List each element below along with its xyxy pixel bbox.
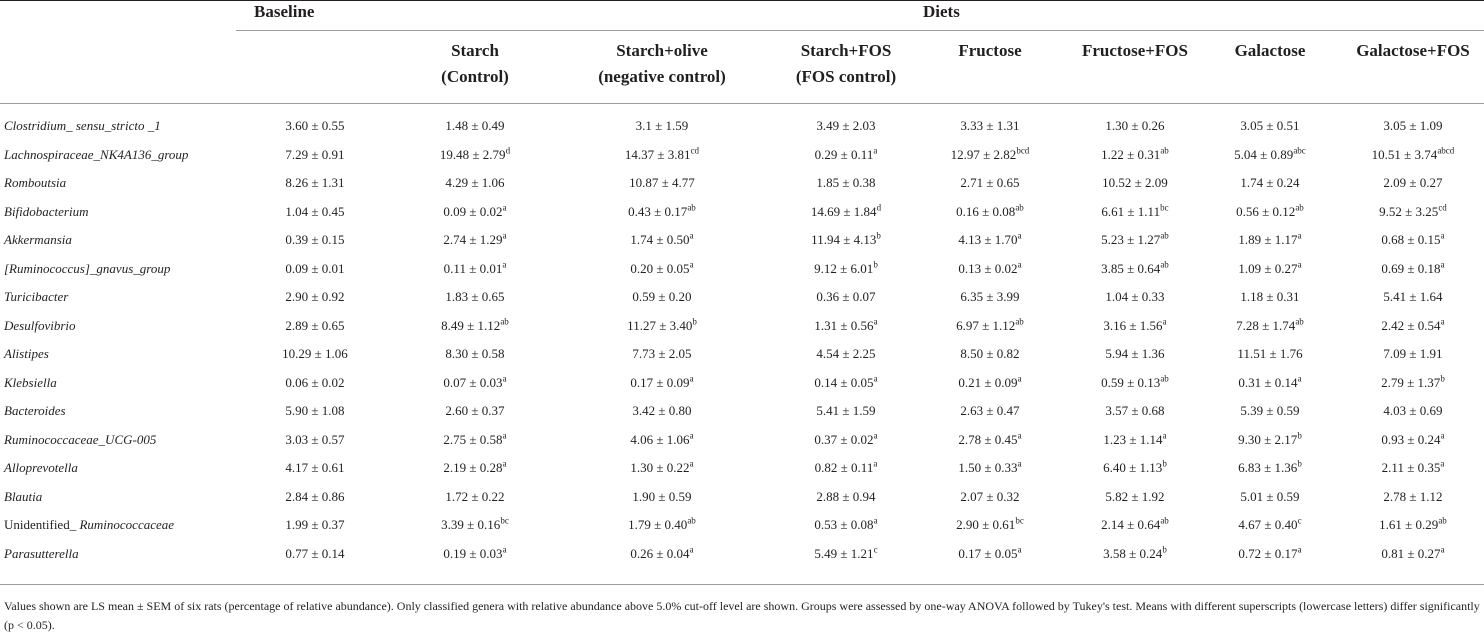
significance-superscript: a bbox=[1440, 316, 1445, 327]
value-cell: $10.51 \pm 3.74^{abcd}$ bbox=[1371, 145, 1455, 162]
genus-label: Alistipes bbox=[4, 346, 49, 361]
value-cell: 2.88 ± 0.94 bbox=[816, 488, 876, 504]
table-row bbox=[0, 175, 1484, 204]
significance-superscript: a bbox=[1440, 458, 1445, 469]
significance-superscript: ab bbox=[1438, 515, 1447, 526]
header-bottom-rule bbox=[0, 103, 1484, 104]
value-cell: 5.04 ± 0.89$^{abc}$ bbox=[1234, 145, 1306, 162]
value-cell: 0.59 ± 0.20 bbox=[632, 289, 692, 304]
value-cell: 1.09 ± 0.27$^a$ bbox=[1238, 259, 1302, 276]
value-cell: 7.73 ± 2.05 bbox=[632, 346, 692, 361]
value-cell: 11.27 ± 3.40$^b$ bbox=[627, 316, 697, 333]
table-bottom-rule bbox=[0, 584, 1484, 585]
significance-superscript: a bbox=[1440, 430, 1445, 441]
significance-superscript: b bbox=[1440, 373, 1445, 384]
column-header-line1: Starch+FOS bbox=[800, 41, 892, 60]
value-cell: 0.21 ± 0.09$^a$ bbox=[958, 373, 1022, 390]
value-cell: 5.41 ± 1.59 bbox=[816, 403, 876, 418]
value-cell: 1.79 ± 0.40$^{ab}$ bbox=[628, 515, 696, 532]
significance-superscript: ab bbox=[500, 316, 509, 327]
genus-label: Desulfovibrio bbox=[4, 317, 76, 333]
value-cell: 0.17 ± 0.09$^a$ bbox=[630, 373, 694, 390]
value-cell: 0.77 ± 0.14 bbox=[285, 545, 345, 561]
genus-label: Alloprevotella bbox=[4, 460, 78, 475]
genus-label: Unidentified_ Ruminococcaceae bbox=[4, 517, 175, 532]
value-cell: 0.37 ± 0.02$^a$ bbox=[814, 430, 878, 447]
value-cell: 2.89 ± 0.65 bbox=[285, 317, 345, 333]
value-cell: 1.22 ± 0.31$^{ab}$ bbox=[1101, 145, 1169, 162]
significance-superscript: a bbox=[689, 230, 694, 241]
value-cell: 2.19 ± 0.28$^a$ bbox=[443, 458, 507, 475]
genus-label: Ruminococcaceae_UCG-005 bbox=[4, 431, 157, 447]
value-cell: 7.28 ± 1.74$^{ab}$ bbox=[1236, 316, 1304, 333]
table-row bbox=[0, 232, 1484, 261]
column-header-line1: Fructose bbox=[958, 41, 1022, 60]
value-cell: 5.90 ± 1.08 bbox=[285, 403, 345, 418]
significance-superscript: c bbox=[873, 544, 878, 555]
significance-superscript: a bbox=[689, 458, 694, 469]
genus-label: Romboutsia bbox=[4, 175, 67, 190]
value-cell: 3.16 ± 1.56$^a$ bbox=[1103, 316, 1167, 333]
significance-superscript: ab bbox=[1295, 202, 1304, 213]
value-cell: 1.23 ± 1.14$^a$ bbox=[1103, 430, 1167, 447]
significance-superscript: a bbox=[1440, 544, 1445, 555]
significance-superscript: abc bbox=[1293, 145, 1306, 156]
column-header-line2: (negative control) bbox=[598, 67, 726, 86]
value-cell: 4.03 ± 0.69 bbox=[1383, 403, 1443, 418]
value-cell: 0.11 ± 0.01$^a$ bbox=[443, 259, 507, 276]
value-cell: 2.63 ± 0.47 bbox=[960, 403, 1020, 418]
genus-label: Blautia bbox=[4, 488, 43, 504]
table-body bbox=[0, 118, 1484, 574]
value-cell: 2.14 ± 0.64$^{ab}$ bbox=[1101, 515, 1169, 532]
significance-superscript: ab bbox=[1160, 515, 1169, 526]
value-cell: 7.29 ± 0.91 bbox=[285, 146, 345, 162]
column-header-line1: Starch+olive bbox=[616, 41, 708, 60]
significance-superscript: bc bbox=[1160, 202, 1169, 213]
significance-superscript: bc bbox=[1015, 515, 1024, 526]
value-cell: 1.30 ± 0.26 bbox=[1105, 118, 1165, 133]
significance-superscript: ab bbox=[1295, 316, 1304, 327]
value-cell: 3.33 ± 1.31 bbox=[960, 118, 1020, 133]
table-row bbox=[0, 118, 1484, 147]
value-cell: 6.40 ± 1.13$^b$ bbox=[1103, 458, 1167, 475]
significance-superscript: a bbox=[689, 373, 694, 384]
value-cell: 9.30 ± 2.17$^b$ bbox=[1238, 430, 1302, 447]
value-cell: 8.30 ± 0.58 bbox=[445, 346, 505, 361]
value-cell: 2.78 ± 1.12 bbox=[1383, 488, 1443, 504]
significance-superscript: a bbox=[1440, 259, 1445, 270]
column-header-line2: (Control) bbox=[441, 67, 509, 86]
value-cell: 4.13 ± 1.70$^a$ bbox=[958, 230, 1022, 247]
value-cell: 1.74 ± 0.24 bbox=[1240, 175, 1300, 190]
significance-superscript: a bbox=[502, 373, 507, 384]
value-cell: 1.30 ± 0.22$^a$ bbox=[630, 458, 694, 475]
genus-label: Akkermansia bbox=[4, 232, 72, 247]
table-row bbox=[0, 517, 1484, 546]
value-cell: 0.72 ± 0.17$^a$ bbox=[1238, 544, 1302, 561]
significance-superscript: bc bbox=[500, 515, 509, 526]
table-row bbox=[0, 204, 1484, 233]
value-cell: 5.01 ± 0.59 bbox=[1240, 488, 1300, 504]
value-cell: 1.61 ± 0.29$^{ab}$ bbox=[1379, 515, 1447, 532]
value-cell: 0.53 ± 0.08$^a$ bbox=[814, 515, 878, 532]
significance-superscript: a bbox=[502, 202, 507, 213]
value-cell: 1.90 ± 0.59 bbox=[632, 488, 692, 504]
table-row bbox=[0, 147, 1484, 176]
value-cell: 0.20 ± 0.05$^a$ bbox=[630, 259, 694, 276]
significance-superscript: ab bbox=[1160, 259, 1169, 270]
value-cell: 0.29 ± 0.11$^a$ bbox=[814, 145, 878, 162]
value-cell: 2.09 ± 0.27 bbox=[1383, 175, 1443, 190]
value-cell: 3.42 ± 0.80 bbox=[632, 403, 692, 418]
value-cell: 12.97 ± 2.82$^{bcd}$ bbox=[950, 145, 1030, 162]
baseline-header: Baseline bbox=[254, 2, 315, 21]
column-header-line1: Fructose+FOS bbox=[1081, 41, 1188, 60]
significance-superscript: a bbox=[1017, 544, 1022, 555]
value-cell: 2.71 ± 0.65 bbox=[960, 175, 1020, 190]
value-cell: 0.69 ± 0.18$^a$ bbox=[1381, 259, 1445, 276]
value-cell: 6.35 ± 3.99 bbox=[960, 289, 1020, 304]
table-row bbox=[0, 375, 1484, 404]
value-cell: 5.49 ± 1.21$^c$ bbox=[814, 544, 878, 561]
value-cell: 0.26 ± 0.04$^a$ bbox=[630, 544, 694, 561]
value-cell: 2.74 ± 1.29$^a$ bbox=[443, 230, 507, 247]
value-cell: 0.06 ± 0.02 bbox=[285, 374, 345, 390]
top-rule bbox=[0, 0, 1484, 1]
value-cell: 2.75 ± 0.58$^a$ bbox=[443, 430, 507, 447]
significance-superscript: b bbox=[1297, 430, 1302, 441]
significance-superscript: bcd bbox=[1016, 145, 1030, 156]
diets-header: Diets bbox=[923, 2, 960, 21]
value-cell: 9.12 ± 6.01$^b$ bbox=[814, 259, 878, 276]
value-cell: 3.57 ± 0.68 bbox=[1105, 403, 1165, 418]
significance-superscript: a bbox=[689, 544, 694, 555]
value-cell: 2.90 ± 0.92 bbox=[285, 289, 345, 304]
value-cell: 7.09 ± 1.91 bbox=[1383, 346, 1443, 361]
value-cell: 6.83 ± 1.36$^b$ bbox=[1238, 458, 1302, 475]
value-cell: 0.07 ± 0.03$^a$ bbox=[443, 373, 507, 390]
value-cell: 10.87 ± 4.77 bbox=[629, 175, 695, 190]
significance-superscript: c bbox=[1297, 515, 1302, 526]
value-cell: 3.05 ± 0.51 bbox=[1240, 118, 1300, 133]
value-cell: 6.61 ± 1.11$^{bc}$ bbox=[1101, 202, 1169, 219]
genus-label: Bacteroides bbox=[4, 403, 66, 418]
significance-superscript: a bbox=[689, 430, 694, 441]
significance-superscript: b bbox=[873, 259, 878, 270]
significance-superscript: a bbox=[1017, 430, 1022, 441]
value-cell: 2.60 ± 0.37 bbox=[445, 403, 505, 418]
value-cell: 14.37 ± 3.81$^{cd}$ bbox=[624, 145, 700, 162]
table-row bbox=[0, 432, 1484, 461]
value-cell: 0.68 ± 0.15$^a$ bbox=[1381, 230, 1445, 247]
value-cell: 10.29 ± 1.06 bbox=[282, 346, 348, 361]
significance-superscript: ab bbox=[1160, 145, 1169, 156]
value-cell: 0.17 ± 0.05$^a$ bbox=[958, 544, 1022, 561]
value-cell: 3.60 ± 0.55 bbox=[285, 118, 345, 133]
table-row bbox=[0, 460, 1484, 489]
significance-superscript: a bbox=[1297, 373, 1302, 384]
significance-superscript: a bbox=[502, 458, 507, 469]
significance-superscript: a bbox=[502, 430, 507, 441]
value-cell: 3.49 ± 2.03 bbox=[816, 118, 876, 133]
genus-label: Clostridium_ sensu_stricto _1 bbox=[4, 118, 161, 133]
table-row bbox=[0, 261, 1484, 290]
value-cell: 1.31 ± 0.56$^a$ bbox=[814, 316, 878, 333]
value-cell: 0.16 ± 0.08$^{ab}$ bbox=[956, 202, 1024, 219]
value-cell: 8.49 ± 1.12$^{ab}$ bbox=[441, 316, 509, 333]
column-header-line1: Galactose bbox=[1234, 41, 1306, 60]
significance-superscript: b bbox=[1297, 458, 1302, 469]
value-cell: 0.81 ± 0.27$^a$ bbox=[1381, 544, 1445, 561]
significance-superscript: a bbox=[502, 230, 507, 241]
value-cell: 1.50 ± 0.33$^a$ bbox=[958, 458, 1022, 475]
genus-label: Parasutterella bbox=[4, 545, 79, 561]
value-cell: 0.59 ± 0.13$^{ab}$ bbox=[1101, 373, 1169, 390]
significance-superscript: a bbox=[1297, 230, 1302, 241]
value-cell: 1.72 ± 0.22 bbox=[445, 488, 505, 504]
column-header-2 bbox=[567, 38, 757, 90]
genus-label: Turicibacter bbox=[4, 289, 69, 304]
significance-superscript: a bbox=[1297, 544, 1302, 555]
significance-superscript: a bbox=[502, 544, 507, 555]
value-cell: 5.94 ± 1.36 bbox=[1105, 346, 1165, 361]
value-cell: 0.56 ± 0.12$^{ab}$ bbox=[1236, 202, 1304, 219]
value-cell: 2.07 ± 0.32 bbox=[960, 488, 1020, 504]
value-cell: 11.51 ± 1.76 bbox=[1237, 346, 1303, 361]
value-cell: 8.50 ± 0.82 bbox=[960, 346, 1020, 361]
value-cell: 1.04 ± 0.33 bbox=[1105, 289, 1165, 304]
value-cell: 3.05 ± 1.09 bbox=[1383, 118, 1443, 133]
significance-superscript: ab bbox=[687, 515, 696, 526]
genus-label: Bifidobacterium bbox=[4, 203, 89, 219]
significance-superscript: a bbox=[1017, 230, 1022, 241]
value-cell: 0.09 ± 0.01 bbox=[285, 260, 345, 276]
significance-superscript: a bbox=[689, 259, 694, 270]
table-footnote: Values shown are LS mean ± SEM of six rats (percentage of relative abundance). Only classified genera with relative abundance above 5.0% cut-off level are shown. Groups were assessed by one-way ANOVA followed by Tukey's test. Means with different superscripts (lowercase letters) differ significantly (p < 0.05). bbox=[4, 599, 1480, 632]
significance-superscript: cd bbox=[1438, 202, 1447, 213]
significance-superscript: a bbox=[873, 316, 878, 327]
value-cell: 0.09 ± 0.02$^a$ bbox=[443, 202, 507, 219]
value-cell: 5.82 ± 1.92 bbox=[1105, 488, 1165, 504]
value-cell: 6.97 ± 1.12$^{ab}$ bbox=[956, 316, 1024, 333]
significance-superscript: ab bbox=[1015, 202, 1024, 213]
value-cell: 4.06 ± 1.06$^a$ bbox=[630, 430, 694, 447]
value-cell: 3.1 ± 1.59 bbox=[635, 118, 689, 133]
value-cell: 0.43 ± 0.17$^{ab}$ bbox=[628, 202, 696, 219]
significance-superscript: b bbox=[1162, 458, 1167, 469]
value-cell: 1.89 ± 1.17$^a$ bbox=[1238, 230, 1302, 247]
significance-superscript: a bbox=[1297, 259, 1302, 270]
value-cell: 0.31 ± 0.14$^a$ bbox=[1238, 373, 1302, 390]
value-cell: 1.74 ± 0.50$^a$ bbox=[630, 230, 694, 247]
value-cell: 3.58 ± 0.24$^b$ bbox=[1103, 544, 1167, 561]
significance-superscript: ab bbox=[687, 202, 696, 213]
genus-label: [Ruminococcus]_gnavus_group bbox=[4, 260, 171, 276]
column-header-line2: (FOS control) bbox=[795, 67, 897, 86]
value-cell: 2.78 ± 0.45$^a$ bbox=[958, 430, 1022, 447]
value-cell: 4.29 ± 1.06 bbox=[445, 175, 505, 190]
value-cell: 4.54 ± 2.25 bbox=[816, 346, 876, 361]
value-cell: 4.67 ± 0.40$^c$ bbox=[1238, 515, 1302, 532]
value-cell: 0.19 ± 0.03$^a$ bbox=[443, 544, 507, 561]
value-cell: 19.48 ± 2.79$^d$ bbox=[439, 145, 511, 162]
significance-superscript: a bbox=[1162, 316, 1167, 327]
column-header-line1: Galactose+FOS bbox=[1356, 41, 1470, 60]
significance-superscript: ab bbox=[1015, 316, 1024, 327]
column-header-1 bbox=[380, 38, 570, 90]
value-cell: 2.11 ± 0.35$^a$ bbox=[1381, 458, 1445, 475]
value-cell: 5.39 ± 0.59 bbox=[1240, 403, 1300, 418]
table-row bbox=[0, 289, 1484, 318]
significance-superscript: b bbox=[876, 230, 881, 241]
genus-label: Klebsiella bbox=[4, 374, 57, 390]
table-row bbox=[0, 403, 1484, 432]
value-cell: 9.52 ± 3.25$^{cd}$ bbox=[1379, 202, 1447, 219]
value-cell: 3.03 ± 0.57 bbox=[285, 431, 345, 447]
value-cell: 0.13 ± 0.02$^a$ bbox=[958, 259, 1022, 276]
value-cell: 1.48 ± 0.49 bbox=[445, 118, 505, 133]
significance-superscript: b bbox=[692, 316, 697, 327]
value-cell: 1.18 ± 0.31 bbox=[1240, 289, 1300, 304]
value-cell: 2.90 ± 0.61$^{bc}$ bbox=[956, 515, 1024, 532]
value-cell: 14.69 ± 1.84$^d$ bbox=[810, 202, 882, 219]
table-row bbox=[0, 489, 1484, 518]
value-cell: 1.85 ± 0.38 bbox=[816, 175, 876, 190]
table-row bbox=[0, 346, 1484, 375]
value-cell: 0.39 ± 0.15 bbox=[285, 232, 345, 247]
value-cell: 8.26 ± 1.31 bbox=[285, 175, 345, 190]
value-cell: 3.85 ± 0.64$^{ab}$ bbox=[1101, 259, 1169, 276]
column-header-7 bbox=[1318, 38, 1484, 64]
significance-superscript: a bbox=[1162, 430, 1167, 441]
significance-superscript: a bbox=[873, 430, 878, 441]
table-row bbox=[0, 546, 1484, 575]
significance-superscript: a bbox=[1017, 373, 1022, 384]
significance-superscript: d bbox=[505, 145, 511, 156]
value-cell: 11.94 ± 4.13$^b$ bbox=[811, 230, 881, 247]
significance-superscript: a bbox=[1440, 230, 1445, 241]
value-cell: 10.52 ± 2.09 bbox=[1102, 175, 1168, 190]
significance-superscript: a bbox=[1017, 259, 1022, 270]
significance-superscript: a bbox=[1017, 458, 1022, 469]
header-mid-rule bbox=[236, 30, 1484, 31]
significance-superscript: d bbox=[876, 202, 882, 213]
value-cell: 2.79 ± 1.37$^b$ bbox=[1381, 373, 1445, 390]
value-cell: 0.14 ± 0.05$^a$ bbox=[814, 373, 878, 390]
column-header-line1: Starch bbox=[451, 41, 499, 60]
significance-superscript: b bbox=[1162, 544, 1167, 555]
value-cell: 1.99 ± 0.37 bbox=[285, 517, 345, 532]
value-cell: 4.17 ± 0.61 bbox=[285, 460, 345, 475]
significance-superscript: cd bbox=[690, 145, 700, 156]
table-row bbox=[0, 318, 1484, 347]
value-cell: 1.83 ± 0.65 bbox=[445, 289, 505, 304]
significance-superscript: ab bbox=[1160, 373, 1169, 384]
genus-label: Lachnospiraceae_NK4A136_group bbox=[4, 146, 189, 162]
value-cell: 3.39 ± 0.16$^{bc}$ bbox=[441, 515, 509, 532]
value-cell: 1.04 ± 0.45 bbox=[285, 203, 345, 219]
significance-superscript: a bbox=[873, 373, 878, 384]
significance-superscript: ab bbox=[1160, 230, 1169, 241]
significance-superscript: a bbox=[873, 515, 878, 526]
value-cell: 0.82 ± 0.11$^a$ bbox=[814, 458, 878, 475]
value-cell: 0.36 ± 0.07 bbox=[816, 289, 876, 304]
value-cell: 5.41 ± 1.64 bbox=[1383, 289, 1443, 304]
value-cell: 2.42 ± 0.54$^a$ bbox=[1381, 316, 1445, 333]
significance-superscript: a bbox=[873, 145, 878, 156]
significance-superscript: a bbox=[873, 458, 878, 469]
value-cell: 0.93 ± 0.24$^a$ bbox=[1381, 430, 1445, 447]
value-cell: 2.84 ± 0.86 bbox=[285, 488, 345, 504]
significance-superscript: abcd bbox=[1437, 145, 1455, 156]
value-cell: 5.23 ± 1.27$^{ab}$ bbox=[1101, 230, 1169, 247]
significance-superscript: a bbox=[502, 259, 507, 270]
